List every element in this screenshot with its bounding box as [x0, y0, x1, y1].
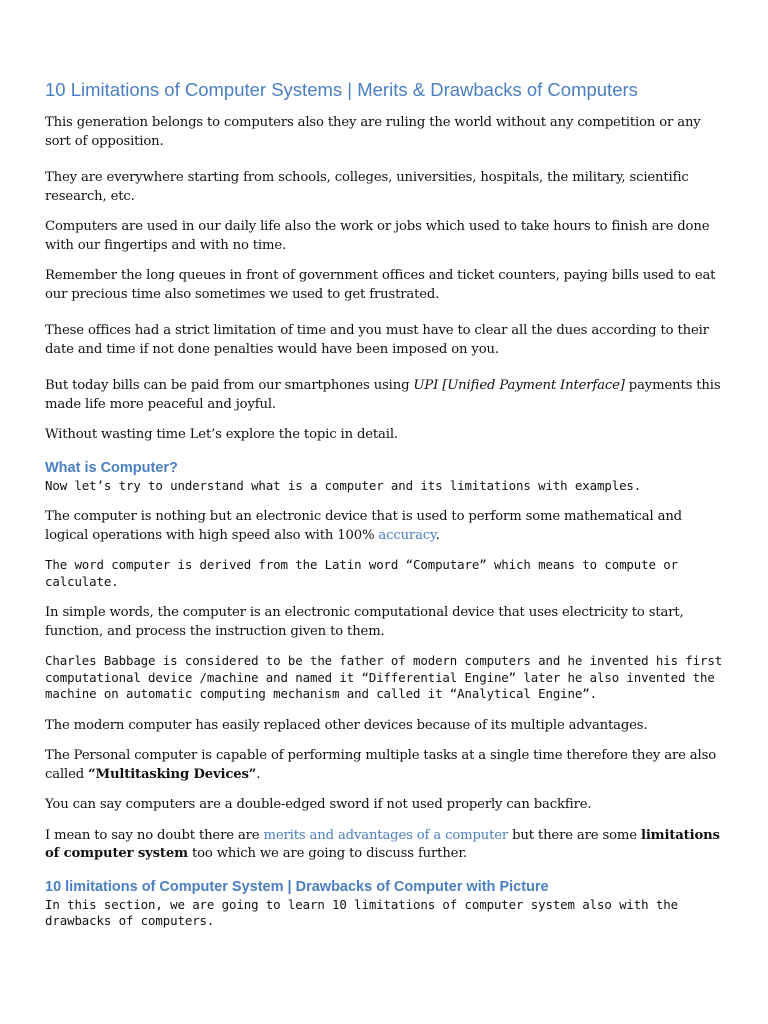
section-heading-what-is-computer: What is Computer?	[45, 459, 178, 476]
page-title: 10 Limitations of Computer Systems | Merits & Drawbacks of Computers	[45, 79, 638, 100]
body-paragraph-1-text-a: The computer is nothing but an electronic device that is used to perform some mathematical and logical operations with high speed also with 100%	[45, 509, 682, 543]
body-paragraph-4-text-b: .	[256, 766, 261, 782]
body-paragraph-1	[45, 508, 724, 545]
accuracy-link[interactable]: accuracy	[378, 527, 436, 543]
body-paragraph-6-text-c: too which we are going to discuss further.	[187, 846, 468, 861]
multitasking-devices-term: “Multitasking Devices”	[88, 766, 257, 782]
code-paragraph-1: Now let’s try to understand what is a computer and its limitations with examples.	[45, 477, 642, 493]
section-heading-limitations: 10 limitations of Computer System | Drawbacks of Computer with Picture	[45, 878, 549, 895]
intro-paragraph-6	[45, 377, 724, 414]
upi-term: UPI [Unified Payment Interface]	[413, 378, 625, 393]
limitations-term: limitations of computer system	[45, 827, 720, 861]
merits-advantages-link[interactable]: merits and advantages of a computer	[263, 827, 509, 843]
body-paragraph-6-text-b: but there are some	[508, 827, 641, 843]
code-paragraph-2: The word computer is derived from the Latin word “Computare” which means to compute or calculate.	[45, 557, 678, 589]
intro-paragraph-6-text-b: payments this made life more peaceful and joyful.	[45, 378, 721, 412]
body-paragraph-4-text-a: The Personal computer is capable of performing multiple tasks at a single time therefore they are also called	[45, 748, 716, 782]
intro-paragraph-4: Remember the long queues in front of government offices and ticket counters, paying bills used to eat our precious time also sometimes we used to get frustrated.	[45, 268, 716, 302]
body-paragraph-1-text-b: .	[435, 527, 440, 543]
body-paragraph-5: You can say computers are a double-edged sword if not used properly can backfire.	[45, 797, 592, 812]
intro-paragraph-2: They are everywhere starting from schools, colleges, universities, hospitals, the military, scientific research, etc.	[45, 170, 689, 204]
intro-paragraph-7: Without wasting time Let’s explore the topic in detail.	[45, 427, 398, 442]
code-paragraph-4: In this section, we are going to learn 10 limitations of computer system also with the drawbacks of computers.	[45, 896, 678, 928]
body-paragraph-2: In simple words, the computer is an electronic computational device that uses electricity to start, function, and process the instruction given to them.	[45, 605, 684, 639]
body-paragraph-4	[45, 747, 724, 784]
intro-paragraph-3: Computers are used in our daily life also the work or jobs which used to take hours to finish are done with our fingertips and with no time.	[45, 219, 710, 253]
intro-paragraph-1: This generation belongs to computers also they are ruling the world without any competition or any sort of opposition.	[45, 115, 701, 149]
body-paragraph-3: The modern computer has easily replaced other devices because of its multiple advantages.	[45, 717, 648, 733]
intro-paragraph-5: These offices had a strict limitation of time and you must have to clear all the dues according to their date and time if not done penalties would have been imposed on you.	[45, 323, 709, 357]
body-paragraph-6-text-a: I mean to say no doubt there are	[45, 827, 264, 843]
intro-paragraph-6-text-a: But today bills can be paid from our smartphones using	[45, 378, 414, 393]
code-paragraph-3: Charles Babbage is considered to be the father of modern computers and he invented his first computational device /machine and named it “Differential Engine” later he also invented the machine on automatic computing mechanism and called it “Analytical Engine”.	[45, 653, 723, 701]
body-paragraph-6	[45, 827, 724, 864]
